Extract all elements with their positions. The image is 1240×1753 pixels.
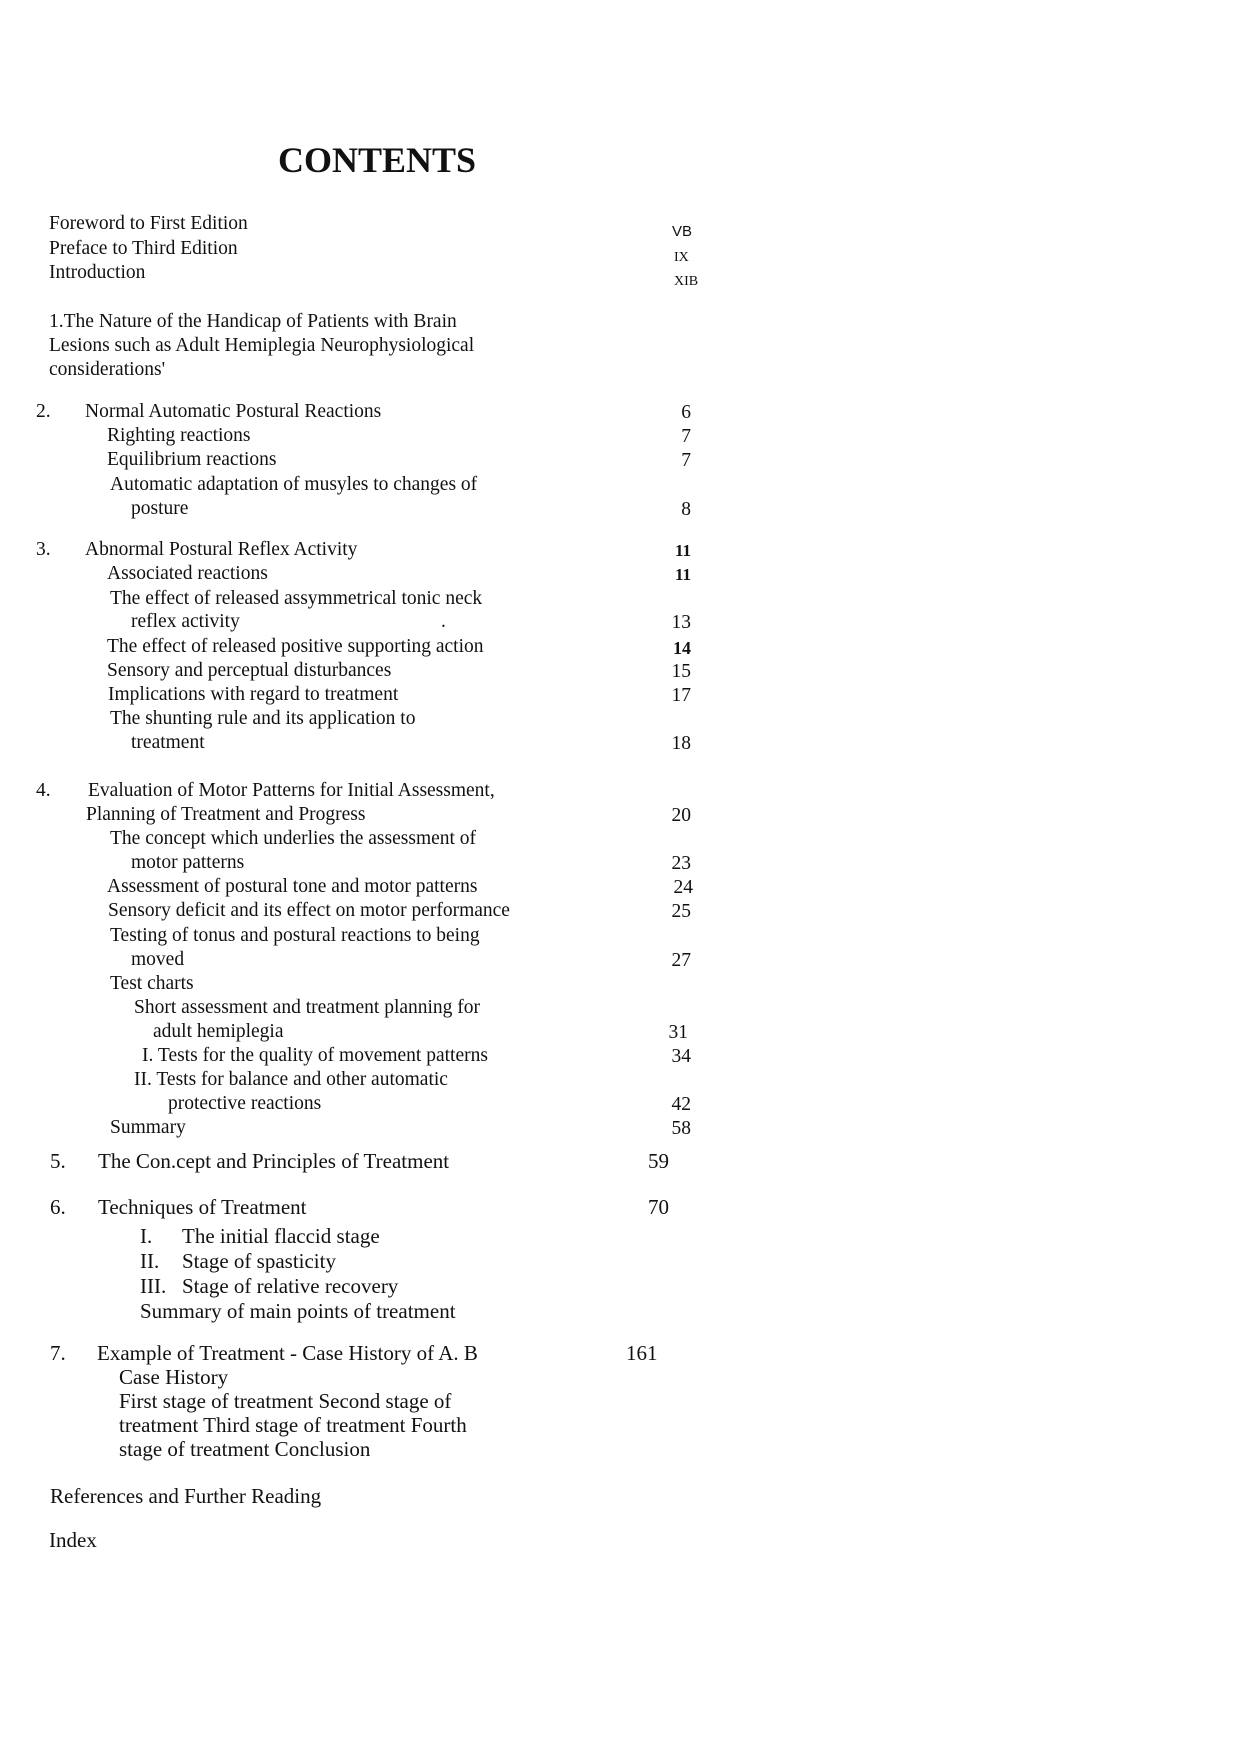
toc-entry-continued: protective reactions	[168, 1093, 322, 1114]
toc-entry: Assessment of postural tone and motor patterns	[107, 876, 478, 897]
toc-entry-index: Index	[49, 1528, 97, 1552]
toc-chapter-6-page: 70	[648, 1195, 669, 1219]
toc-chapter-1-line2: Lesions such as Adult Hemiplegia Neurophysiological	[49, 335, 475, 356]
toc-chapter-4-title-continued: Planning of Treatment and Progress	[86, 804, 366, 825]
toc-chapter-3-page: 11	[674, 541, 691, 560]
toc-entry: The effect of released positive supporting action	[107, 636, 484, 657]
toc-entry: The concept which underlies the assessment of	[110, 828, 477, 849]
toc-entry: Test charts	[110, 973, 194, 994]
toc-entry-foreword: Foreword to First Edition	[49, 213, 248, 234]
toc-chapter-6-title: Techniques of Treatment	[98, 1195, 307, 1219]
toc-page: 7	[681, 450, 691, 471]
toc-entry: Sensory deficit and its effect on motor performance	[108, 900, 510, 921]
toc-roman-numeral: III.	[140, 1274, 167, 1298]
toc-chapter-3-number: 3.	[36, 539, 51, 560]
toc-entry: Stage of relative recovery	[182, 1274, 399, 1298]
toc-chapter-5-page: 59	[648, 1149, 669, 1173]
toc-page: 27	[671, 950, 691, 971]
toc-entry-continued: motor patterns	[131, 852, 245, 873]
toc-page: 34	[671, 1046, 691, 1067]
toc-chapter-2-page: 6	[681, 402, 691, 423]
toc-chapter-3-title: Abnormal Postural Reflex Activity	[85, 539, 358, 560]
toc-page: 58	[671, 1118, 691, 1139]
toc-roman-numeral: I.	[140, 1224, 153, 1248]
toc-entry: stage of treatment Conclusion	[119, 1437, 371, 1461]
toc-entry: treatment Third stage of treatment Fourth	[119, 1413, 467, 1437]
toc-chapter-2-title: Normal Automatic Postural Reactions	[85, 401, 382, 422]
toc-entry: Righting reactions	[107, 425, 251, 446]
toc-entry: First stage of treatment Second stage of	[119, 1389, 452, 1413]
toc-page: 7	[681, 426, 691, 447]
toc-chapter-7-page: 161	[626, 1341, 658, 1365]
toc-chapter-6-number: 6.	[50, 1195, 66, 1219]
toc-chapter-4-title: Evaluation of Motor Patterns for Initial Assessment,	[88, 780, 495, 801]
toc-page: 15	[671, 661, 691, 682]
toc-entry: The initial flaccid stage	[182, 1224, 380, 1248]
toc-page-preface: IX	[674, 250, 689, 265]
toc-page-introduction: XIB	[674, 274, 699, 289]
toc-entry: The effect of released assymmetrical tonic neck	[110, 588, 483, 609]
toc-chapter-7-title: Example of Treatment - Case History of A. B	[97, 1341, 478, 1365]
toc-page: 24	[673, 877, 693, 898]
toc-entry-references: References and Further Reading	[50, 1484, 322, 1508]
toc-page: 23	[671, 853, 691, 874]
toc-chapter-1-line3: considerations'	[49, 359, 166, 380]
toc-page: 31	[668, 1022, 688, 1043]
toc-entry: Associated reactions	[107, 563, 268, 584]
toc-page: 17	[671, 685, 691, 706]
toc-page: 11	[674, 565, 691, 584]
toc-page: 13	[671, 612, 691, 633]
toc-chapter-2-number: 2.	[36, 401, 51, 422]
toc-page: 8	[681, 499, 691, 520]
toc-entry: Summary	[110, 1117, 186, 1138]
toc-entry: Implications with regard to treatment	[108, 684, 399, 705]
toc-entry-introduction: Introduction	[49, 262, 146, 283]
toc-page: 25	[671, 901, 691, 922]
toc-chapter-4-page: 20	[671, 805, 691, 826]
toc-page: 14	[673, 638, 691, 658]
toc-entry: Stage of spasticity	[182, 1249, 336, 1273]
toc-entry-preface: Preface to Third Edition	[49, 238, 238, 259]
toc-chapter-1-line1: 1.The Nature of the Handicap of Patients with Brain	[49, 311, 457, 332]
toc-entry: I. Tests for the quality of movement patterns	[142, 1045, 488, 1066]
toc-entry: Equilibrium reactions	[107, 449, 277, 470]
toc-entry-continued: posture	[131, 498, 189, 519]
toc-entry: Testing of tonus and postural reactions to being	[110, 925, 480, 946]
toc-chapter-4-number: 4.	[36, 780, 51, 801]
page-title: CONTENTS	[278, 140, 477, 180]
toc-entry-continued: adult hemiplegia	[153, 1021, 284, 1042]
toc-entry: II. Tests for balance and other automatic	[134, 1069, 448, 1090]
toc-entry: Case History	[119, 1365, 229, 1389]
toc-roman-numeral: II.	[140, 1249, 160, 1273]
toc-chapter-5-number: 5.	[50, 1149, 66, 1173]
toc-chapter-7-number: 7.	[50, 1341, 66, 1365]
toc-entry-continued: treatment	[131, 732, 205, 753]
toc-entry-continued: moved	[131, 949, 185, 970]
toc-entry-continued: reflex activity	[131, 611, 240, 632]
toc-entry: The shunting rule and its application to	[110, 708, 416, 729]
toc-page: 18	[671, 733, 691, 754]
toc-leader-dot: .	[441, 611, 446, 632]
toc-entry: Sensory and perceptual disturbances	[107, 660, 392, 681]
toc-chapter-5-title: The Con.cept and Principles of Treatment	[98, 1149, 450, 1173]
toc-entry: Short assessment and treatment planning for	[134, 997, 481, 1018]
toc-entry: Automatic adaptation of musyles to changes of	[110, 474, 478, 495]
toc-page: 42	[671, 1094, 691, 1115]
toc-entry: Summary of main points of treatment	[140, 1299, 456, 1323]
toc-page-foreword: VB	[672, 223, 693, 240]
